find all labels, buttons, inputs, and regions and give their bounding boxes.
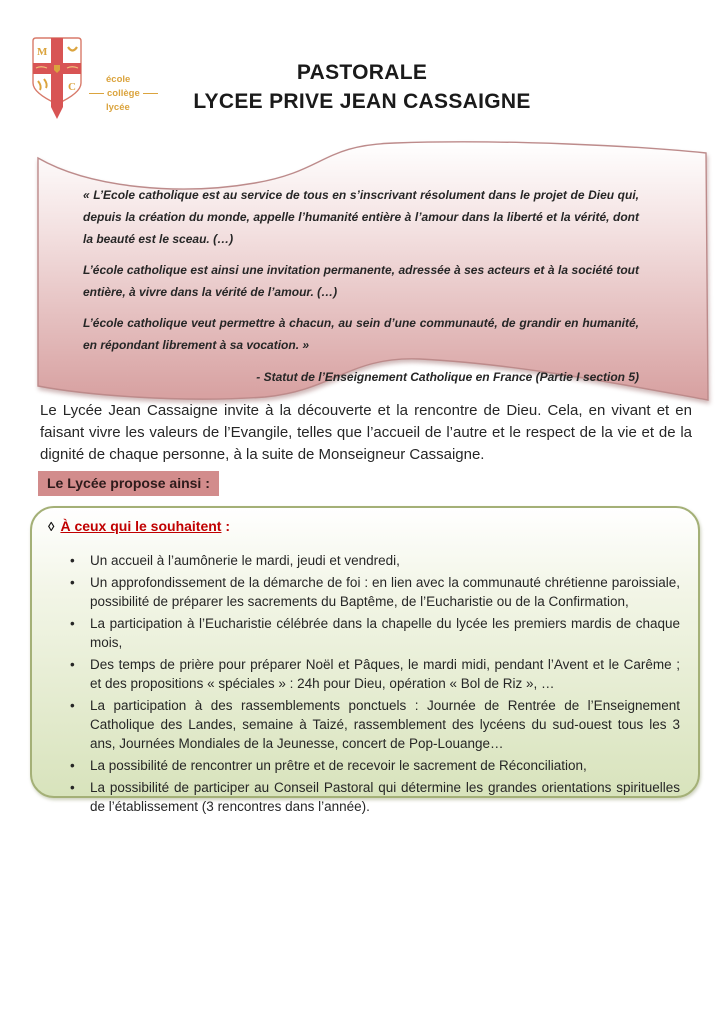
offers-heading-text: À ceux qui le souhaitent	[60, 518, 222, 534]
diamond-icon: ◊	[48, 519, 55, 534]
page-title-line2: LYCEE PRIVE JEAN CASSAIGNE	[193, 90, 531, 113]
logo-line-college: collège	[89, 88, 158, 99]
page-title	[0, 58, 724, 116]
list-item: • Un accueil à l’aumônerie le mardi, jeudi et vendredi,	[70, 553, 400, 568]
svg-text:C: C	[68, 81, 76, 93]
list-item: • Des temps de prière pour préparer Noël et Pâques, le mardi midi, pendant l’Avent et le Carême ; et des propositions « spéciales » : 24h pour Dieu, opération « Bol de Riz », …	[70, 657, 680, 691]
quote-content	[83, 184, 639, 384]
offers-list	[70, 551, 680, 816]
logo-line-lycee: lycée	[106, 102, 130, 113]
list-item: • La participation à des rassemblements ponctuels : Journée de Rentrée de l’Enseignement Catholique des Landes, semaine à Taizé, rassemblement des lycéens du sud-ouest tous les 3 ans, Journées Mondiales de la Jeunesse, concert de Pop-Louange…	[70, 698, 680, 751]
section-label: Le Lycée propose ainsi :	[38, 471, 219, 496]
list-item: • La participation à l’Eucharistie célébrée dans la chapelle du lycée les premiers mardis de chaque mois,	[70, 616, 680, 650]
bullet-icon: •	[70, 575, 75, 590]
quote-attribution: - Statut de l’Enseignement Catholique en France (Partie I section 5)	[256, 370, 639, 384]
bullet-icon: •	[70, 657, 75, 672]
offers-box	[30, 506, 700, 814]
offers-heading: ◊ À ceux qui le souhaitent :	[48, 518, 231, 534]
list-item: • La possibilité de rencontrer un prêtre et de recevoir le sacrement de Réconciliation,	[70, 758, 587, 773]
quote-paragraph: L’école catholique veut permettre à chacun, au sein d’une communauté, de grandir en humanité, en répondant librement à sa vocation. »	[83, 316, 639, 352]
svg-text:M: M	[37, 46, 48, 58]
quote-wave-box	[30, 138, 714, 416]
page-title-line1: PASTORALE	[296, 61, 428, 84]
bullet-icon: •	[70, 553, 75, 568]
bullet-icon: •	[70, 698, 75, 713]
list-item: • Un approfondissement de la démarche de foi : en lien avec la communauté chrétienne paroissiale, possibilité de préparer les sacrements du Baptême, de l’Eucharistie ou de la Confirmation,	[70, 575, 680, 609]
quote-paragraph: « L’Ecole catholique est au service de tous en s’inscrivant résolument dans le projet de Dieu qui, depuis la création du monde, appelle l’humanité entière à l’amour dans la liberté et la vérité, dont la beauté est le sceau. (…)	[83, 188, 639, 246]
bullet-icon: •	[70, 780, 75, 795]
bullet-icon: •	[70, 616, 75, 631]
bullet-icon: •	[70, 758, 75, 773]
intro-paragraph: Le Lycée Jean Cassaigne invite à la découverte et la rencontre de Dieu. Cela, en vivant et en faisant vivre les valeurs de l’Evangile, telles que l’accueil de l’autre et le respect de la vie et de la dignité de chaque personne, à la suite de Monseigneur Cassaigne.	[40, 402, 692, 463]
quote-paragraph: L’école catholique est ainsi une invitation permanente, adressée à ses acteurs et à la société tout entière, à vivre dans la vérité de l’amour. (…)	[83, 263, 639, 299]
list-item: • La possibilité de participer au Conseil Pastoral qui détermine les grandes orientations spirituelles de l’établissement (3 rencontres dans l’année).	[70, 780, 680, 814]
logo-line-ecole: école	[106, 74, 131, 85]
